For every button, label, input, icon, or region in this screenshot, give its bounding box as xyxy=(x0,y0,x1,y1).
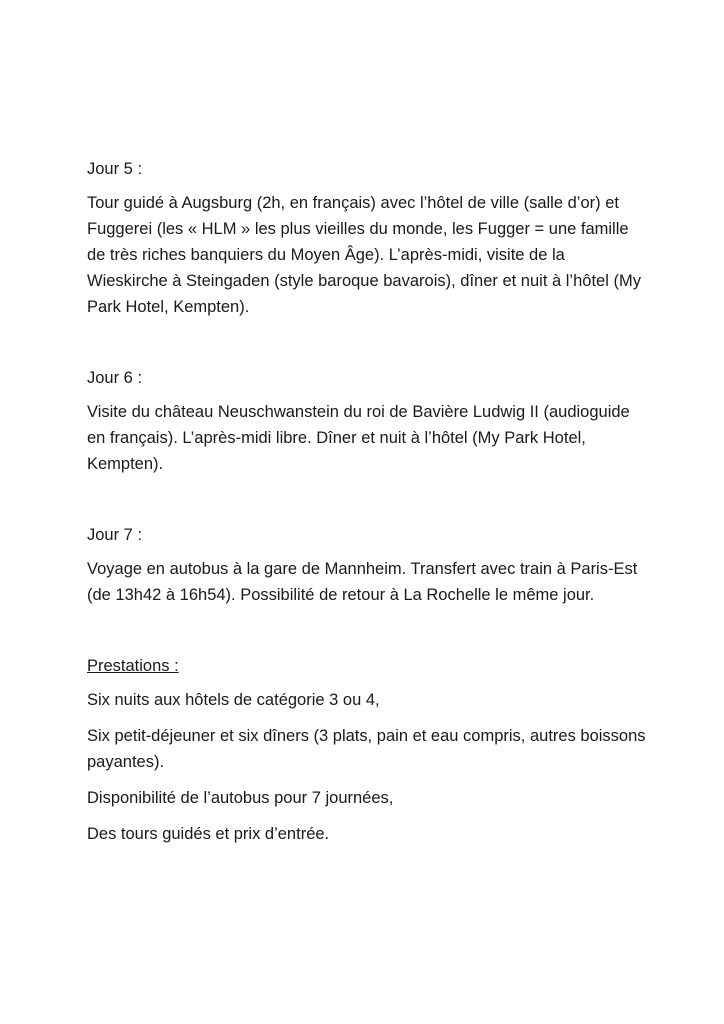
prestations-heading: Prestations : xyxy=(87,657,179,675)
spacer xyxy=(87,608,647,653)
day-6-description: Visite du château Neuschwanstein du roi de Bavière Ludwig II (audioguide en français). L’après-midi libre. Dîner et nuit à l’hôtel (My Park Hotel, Kempten). xyxy=(87,403,630,473)
prestation-item: Six petit-déjeuner et six dîners (3 plats, pain et eau compris, autres boissons payantes). xyxy=(87,727,646,771)
day-6-section xyxy=(87,365,647,477)
prestation-item: Six nuits aux hôtels de catégorie 3 ou 4, xyxy=(87,691,380,709)
prestations-section xyxy=(87,653,647,847)
prestation-item: Disponibilité de l’autobus pour 7 journées, xyxy=(87,789,394,807)
day-5-section xyxy=(87,156,647,320)
prestation-item: Des tours guidés et prix d’entrée. xyxy=(87,825,330,843)
document-page xyxy=(87,156,647,857)
day-5-description: Tour guidé à Augsburg (2h, en français) avec l’hôtel de ville (salle d’or) et Fuggerei (les « HLM » les plus vieilles du monde, les Fugger = une famille de très riches banquiers du Moyen Âge). L’après-midi, visite de la Wieskirche à Steingaden (style baroque bavarois), dîner et nuit à l’hôtel (My Park Hotel, Kempten). xyxy=(87,194,641,316)
day-7-section xyxy=(87,522,647,608)
day-7-description: Voyage en autobus à la gare de Mannheim. Transfert avec train à Paris-Est (de 13h42 à 16h54). Possibilité de retour à La Rochelle le même jour. xyxy=(87,560,638,604)
spacer xyxy=(87,320,647,365)
day-6-heading: Jour 6 : xyxy=(87,369,143,387)
spacer xyxy=(87,477,647,522)
day-7-heading: Jour 7 : xyxy=(87,526,143,544)
day-5-heading: Jour 5 : xyxy=(87,160,143,178)
